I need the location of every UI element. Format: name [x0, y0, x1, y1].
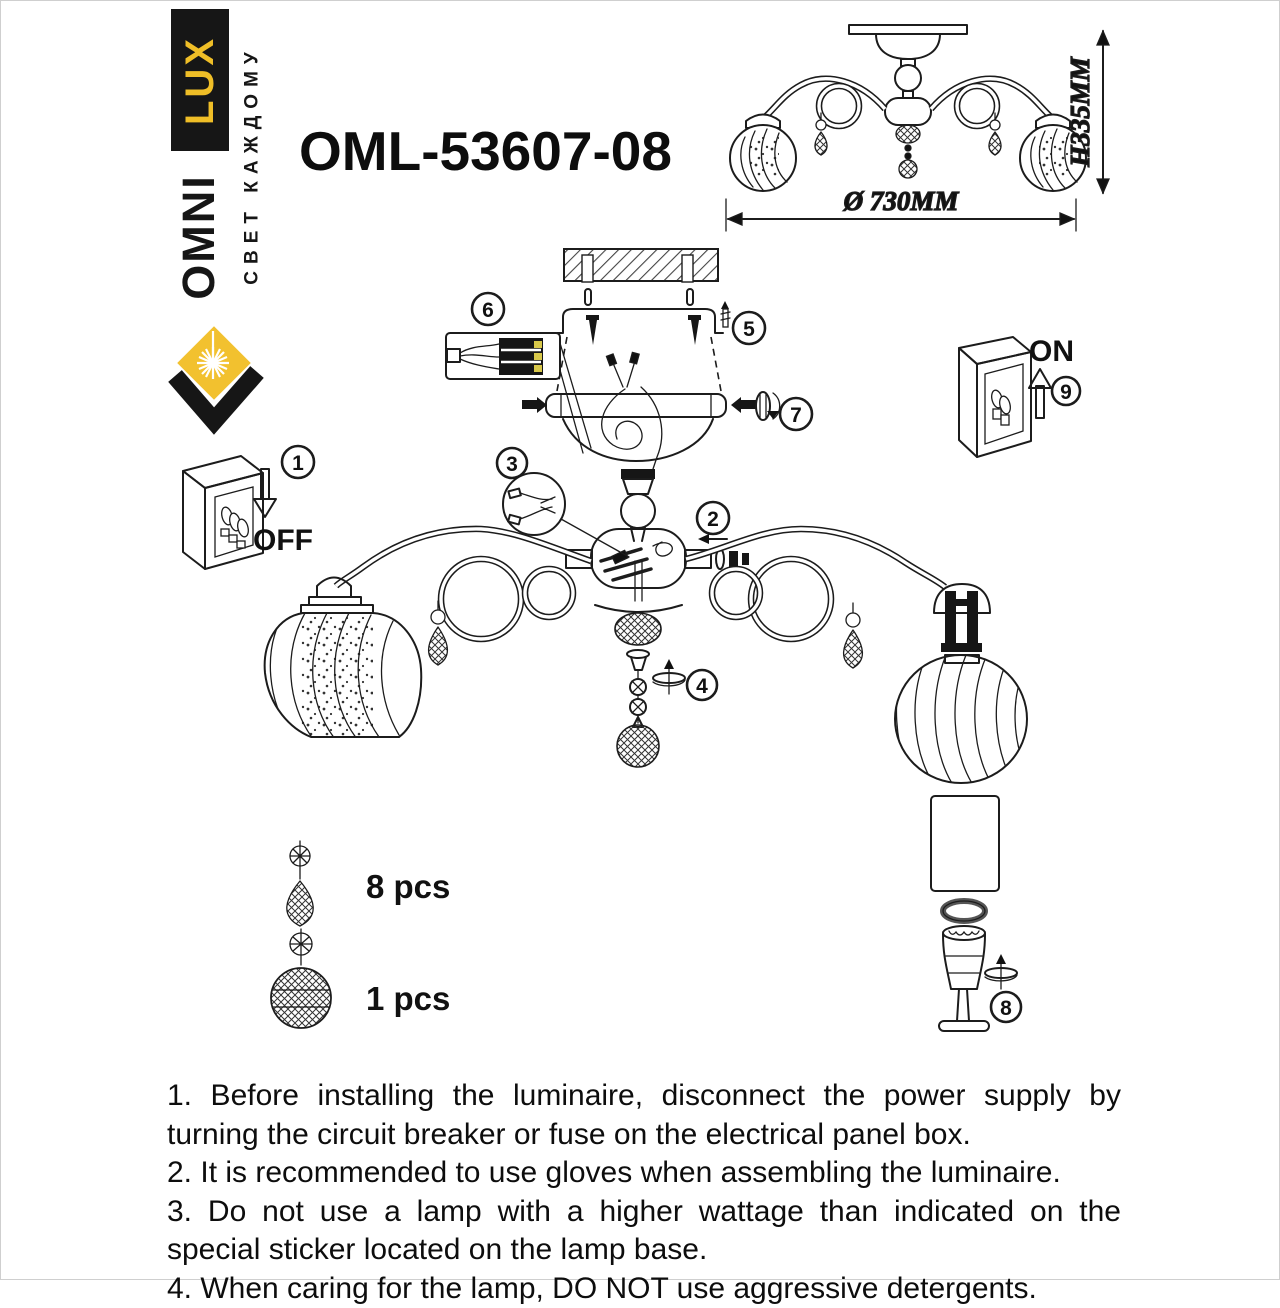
- step-marker-4: [687, 670, 717, 700]
- svg-text:6: 6: [482, 299, 494, 322]
- instruction-line-2: turning the circuit breaker or fuse on the electrical panel box.: [167, 1116, 1121, 1155]
- instruction-line-3: 2. It is recommended to use gloves when assembling the luminaire.: [167, 1154, 1121, 1193]
- insert-arrow-icon: [698, 534, 727, 544]
- instruction-line-6: 4. When caring for the lamp, DO NOT use aggressive detergents.: [167, 1270, 1121, 1308]
- crystal-chain: [617, 650, 685, 767]
- step-marker-9: [1052, 377, 1080, 405]
- right-arm: [686, 529, 945, 668]
- diameter-label: Ø 730MM: [843, 186, 960, 216]
- on-label: ON: [1029, 335, 1074, 368]
- mounting-bracket: [557, 289, 730, 391]
- step-marker-7: [780, 398, 812, 430]
- step-marker-2: [697, 502, 729, 534]
- chandelier-ceiling-mount: [849, 25, 967, 125]
- parts-count: [271, 841, 450, 1028]
- diameter-dimension: [726, 186, 1076, 231]
- step-marker-3: [497, 448, 527, 478]
- svg-text:7: 7: [790, 404, 802, 427]
- instruction-line-5: special sticker located on the lamp base.: [167, 1231, 1121, 1270]
- ceiling-section: [564, 249, 718, 282]
- arrow-down-icon: [254, 469, 276, 517]
- breaker-switches: [220, 506, 250, 548]
- lamp-socket-cover: [934, 584, 990, 652]
- instruction-line-4: 3. Do not use a lamp with a higher wattage than indicated on the: [167, 1193, 1121, 1232]
- assembly-diagram: [161, 241, 1121, 1081]
- svg-text:2: 2: [707, 508, 719, 531]
- brand-tagline-text: СВЕТ КАЖДОМУ: [242, 45, 264, 284]
- svg-text:1: 1: [292, 452, 304, 475]
- step-marker-5: [733, 312, 765, 344]
- chandelier-center-crystals: [896, 125, 920, 178]
- breaker-switches: [990, 389, 1012, 425]
- wattage-sticker: [931, 796, 999, 891]
- off-label: OFF: [253, 524, 313, 557]
- wing-nut-icon: [985, 954, 1017, 989]
- height-label: H335MM: [1065, 56, 1095, 168]
- step-marker-6: [472, 293, 504, 325]
- model-number: OML-53607-08: [299, 119, 672, 183]
- arrow-up-icon: [1029, 369, 1051, 418]
- brand-lux-block: [171, 9, 229, 151]
- step-marker-1: [282, 446, 314, 478]
- central-body: [566, 469, 749, 645]
- right-shade: [895, 655, 1027, 785]
- step-marker-8: [991, 992, 1021, 1022]
- svg-text:9: 9: [1060, 381, 1072, 404]
- wing-nut-icon: [653, 659, 685, 694]
- left-shade: [265, 578, 422, 740]
- svg-text:4: 4: [696, 675, 708, 698]
- svg-text:5: 5: [743, 318, 755, 341]
- svg-text:3: 3: [506, 453, 518, 476]
- knurled-nut-icon: [756, 392, 780, 420]
- svg-text:8: 8: [1000, 997, 1012, 1020]
- brand-lux-text: LUX: [178, 36, 223, 125]
- left-arm: [336, 529, 591, 665]
- shade-ring: [943, 901, 985, 921]
- brand-omni-text: OMNI: [173, 174, 225, 300]
- qty-label: 1 pcs: [366, 980, 450, 1017]
- wire-splice-detail: [503, 473, 629, 557]
- instructions: [167, 1077, 1121, 1308]
- right-arm-crystal: [844, 603, 863, 668]
- crystal-teardrop-pendant-icon: [287, 841, 313, 926]
- product-dimension-drawing: [701, 11, 1121, 236]
- crystal-ball-pendant-icon: [271, 929, 331, 1028]
- instruction-line-1: 1. Before installing the luminaire, disconnect the power supply by: [167, 1077, 1121, 1116]
- screw-icon: [721, 301, 730, 327]
- qty-label: 8 pcs: [366, 868, 450, 905]
- canopy-wires: [602, 352, 662, 469]
